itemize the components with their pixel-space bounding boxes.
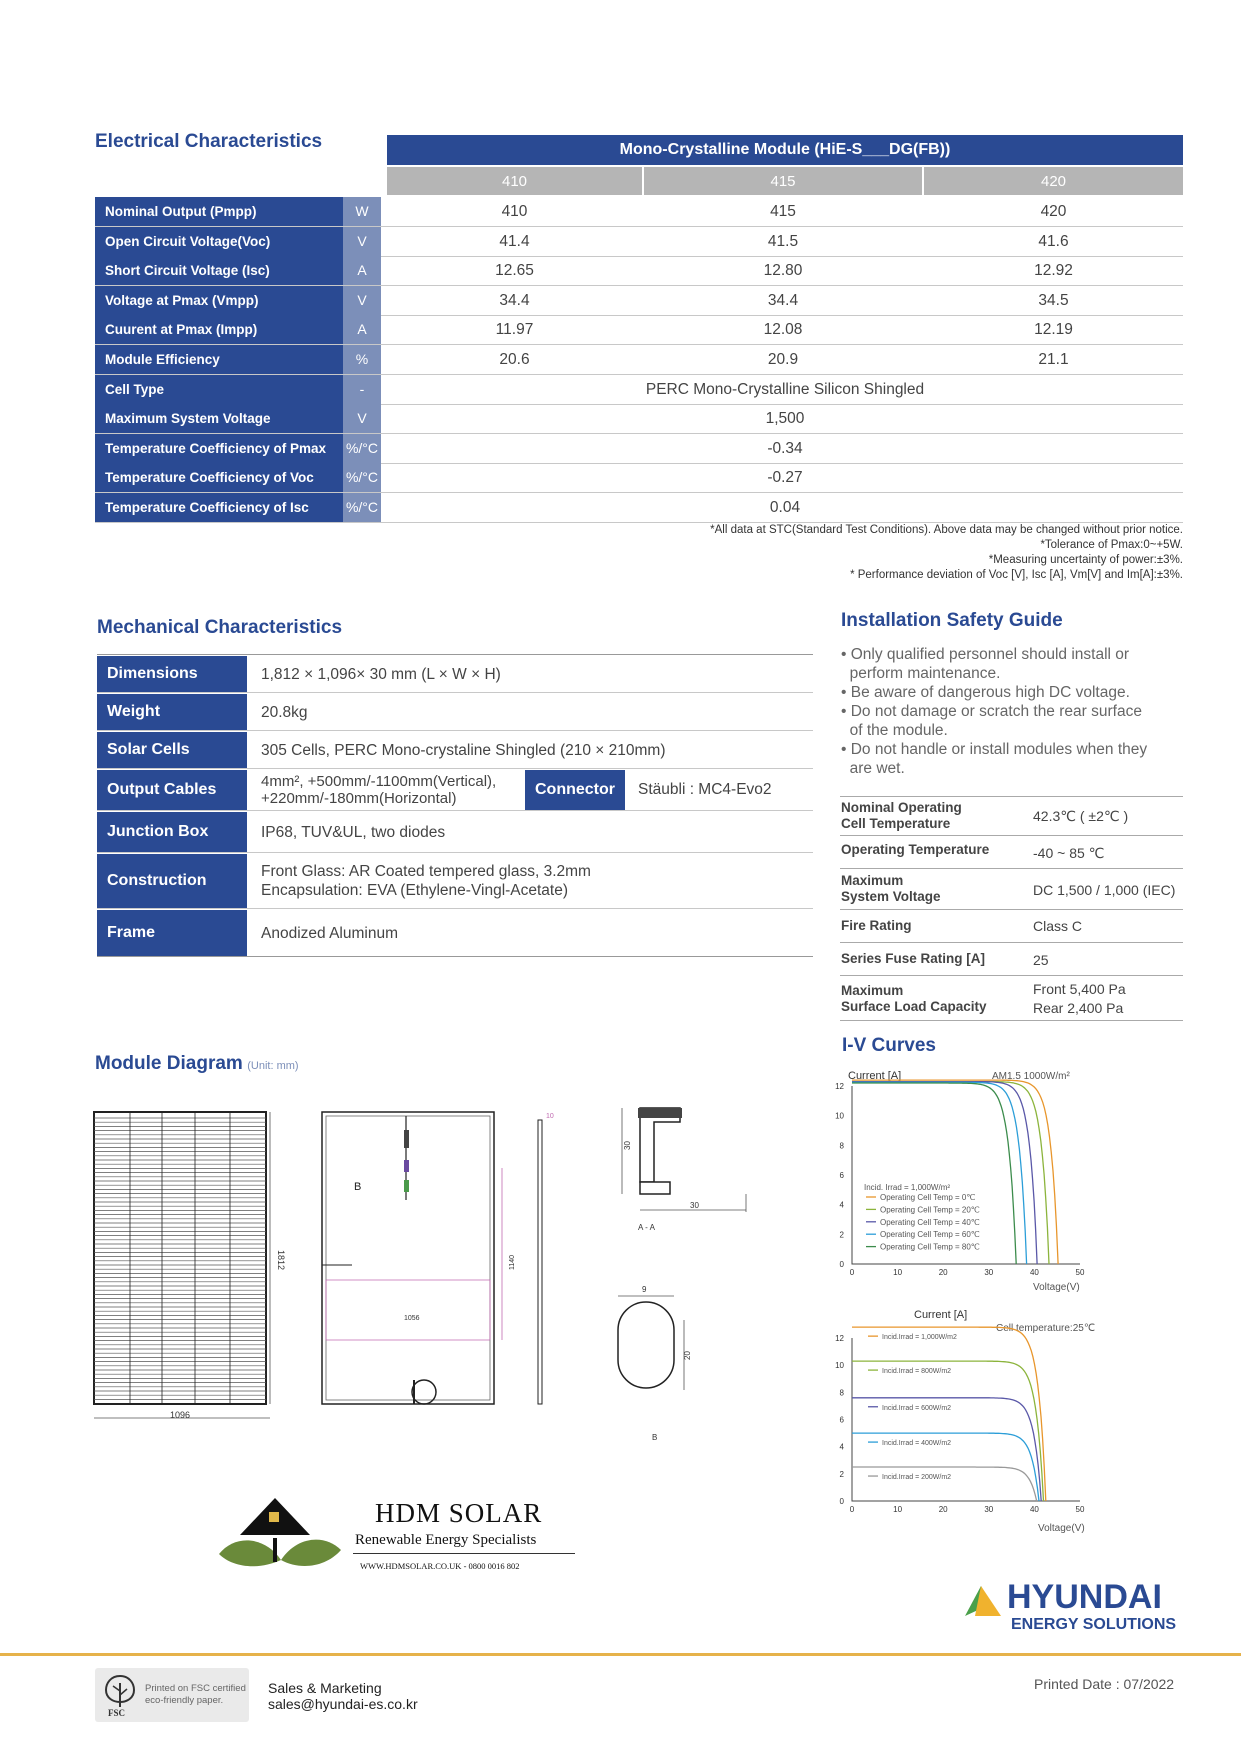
spec-noct <box>840 797 1183 836</box>
dimensions-label: Dimensions <box>97 656 247 692</box>
cables-line-1: 4mm², +500mm/-1100mm(Vertical), <box>261 773 497 790</box>
connector-label: Connector <box>525 770 625 810</box>
hdm-rule <box>353 1553 575 1554</box>
safety-bullet: • Do not handle or install modules when they are wet. <box>841 741 1148 777</box>
row-value-410: 11.97 <box>495 321 534 339</box>
y-tick-label: 6 <box>839 1171 844 1180</box>
hyundai-logo <box>965 1578 1185 1642</box>
construction-label: Construction <box>97 854 247 908</box>
row-value-415: 12.08 <box>763 321 803 339</box>
row-merged-value: 0.04 <box>769 499 801 516</box>
sales-contact <box>268 1680 418 1712</box>
row-unit: %/°C <box>343 434 381 463</box>
row-unit: V <box>343 227 381 256</box>
y-tick-label: 8 <box>839 1388 844 1398</box>
x-tick-label: 10 <box>893 1505 903 1514</box>
iv-temp-chart <box>830 1066 1100 1296</box>
row-construction <box>97 854 813 909</box>
junction-label: Junction Box <box>97 812 247 852</box>
x-tick-label: 30 <box>984 1268 994 1277</box>
row-label: Voltage at Pmax (Vmpp) <box>95 286 343 315</box>
row-merged-value: -0.27 <box>767 469 803 487</box>
cells-label: Solar Cells <box>97 732 247 768</box>
dim-20: 20 <box>683 1351 692 1360</box>
cables-value <box>261 770 496 810</box>
legend-label: Incid.Irrad = 400W/m2 <box>882 1440 952 1448</box>
row-value-420: 41.6 <box>1038 232 1069 250</box>
row-value-410: 41.4 <box>499 232 530 250</box>
dim-9: 9 <box>642 1285 647 1294</box>
row-weight <box>97 694 813 731</box>
printed-date: Printed Date : 07/2022 <box>1034 1676 1175 1692</box>
load-label: Maximum Surface Load Capacity <box>841 983 987 1014</box>
fire-value: Class C <box>1033 918 1083 934</box>
row-value-415: 34.4 <box>767 291 799 309</box>
electrical-row <box>95 434 1183 464</box>
module-header: Mono-Crystalline Module (HiE-S___DG(FB)) <box>387 135 1183 165</box>
dim-30a: 30 <box>623 1141 632 1150</box>
construction-value <box>261 854 591 908</box>
frame-label: Frame <box>97 910 247 956</box>
row-unit: - <box>343 375 381 404</box>
row-unit: V <box>343 404 381 433</box>
row-junction-box <box>97 812 813 853</box>
hyundai-sub: ENERGY SOLUTIONS <box>1011 1616 1177 1633</box>
legend-label: Operating Cell Temp = 40℃ <box>880 1217 980 1227</box>
optemp-value: -40 ~ 85 ℃ <box>1033 845 1105 861</box>
temp-condition: AM1.5 1000W/m² <box>992 1071 1070 1082</box>
electrical-row <box>95 315 1183 345</box>
row-unit: W <box>343 197 381 226</box>
model-415-header: 415 <box>644 167 922 195</box>
legend-label: Operating Cell Temp = 60℃ <box>880 1230 980 1240</box>
legend-label: Incid.Irrad = 200W/m2 <box>882 1474 952 1482</box>
electrical-row <box>95 227 1183 257</box>
legend-label: Incid.Irrad = 1,000W/m2 <box>882 1334 957 1342</box>
hdm-web: WWW.HDMSOLAR.CO.UK - 0800 0016 802 <box>360 1561 520 1571</box>
weight-value: 20.8kg <box>261 703 308 721</box>
y-tick-label: 12 <box>835 1334 844 1343</box>
hdm-name: HDM SOLAR <box>375 1498 543 1528</box>
maxv-value: DC 1,500 / 1,000 (IEC) <box>1033 882 1176 898</box>
dim-1056: 1056 <box>404 1315 420 1322</box>
row-unit: A <box>343 315 381 344</box>
fsc-badge <box>95 1668 249 1722</box>
dimensions-value: 1,812 × 1,096× 30 mm (L × W × H) <box>261 665 501 683</box>
x-tick-label: 30 <box>984 1505 994 1514</box>
note-line: * Performance deviation of Voc [V], Isc [A], Vm[V] and Im[A]:±3%. <box>850 569 1183 581</box>
x-tick-label: 0 <box>849 1268 855 1277</box>
model-420-header: 420 <box>924 167 1183 195</box>
x-tick-label: 20 <box>938 1268 948 1277</box>
row-value-420: 12.92 <box>1034 262 1073 280</box>
row-value-420: 34.5 <box>1038 291 1069 309</box>
legend-label: Operating Cell Temp = 80℃ <box>880 1242 980 1252</box>
fsc-text: Printed on FSC certified eco-friendly paper. <box>145 1683 246 1706</box>
fuse-label: Series Fuse Rating [A] <box>841 951 986 966</box>
junction-value: IP68, TUV&UL, two diodes <box>261 823 446 841</box>
row-output-cables <box>97 770 813 811</box>
note-line: *Tolerance of Pmax:0~+5W. <box>1040 539 1183 551</box>
row-unit: V <box>343 286 381 315</box>
y-tick-label: 12 <box>835 1082 844 1091</box>
cells-value: 305 Cells, PERC Mono-crystaline Shingled (210 × 210mm) <box>261 741 666 759</box>
row-value-410: 34.4 <box>499 291 530 309</box>
temp-legend-title: Incid. Irrad = 1,000W/m² <box>864 1183 951 1192</box>
series-curve <box>852 1398 1041 1501</box>
y-tick-label: 0 <box>839 1260 844 1269</box>
weight-label: Weight <box>97 694 247 730</box>
module-diagram <box>90 1100 790 1460</box>
series-curve <box>852 1467 1037 1501</box>
maxv-label: Maximum System Voltage <box>841 873 941 904</box>
iv-irradiance-chart <box>830 1305 1100 1535</box>
y-tick-label: 10 <box>835 1111 844 1121</box>
irr-condition: Cell temperature:25℃ <box>996 1323 1096 1334</box>
legend-label: Incid.Irrad = 800W/m2 <box>882 1368 952 1376</box>
row-unit: % <box>343 345 381 374</box>
hdm-logo <box>215 1490 575 1580</box>
load-value: Front 5,400 Pa Rear 2,400 Pa <box>1033 981 1126 1016</box>
row-unit: %/°C <box>343 493 381 522</box>
label-b2: B <box>652 1433 658 1442</box>
x-tick-label: 10 <box>893 1268 903 1277</box>
y-tick-label: 8 <box>839 1141 844 1151</box>
safety-bullet: • Only qualified personnel should install or perform maintenance. <box>841 646 1130 682</box>
sales-title: Sales & Marketing <box>268 1680 382 1696</box>
front-view <box>94 1112 286 1420</box>
irr-xlabel: Voltage(V) <box>1038 1523 1085 1534</box>
y-tick-label: 4 <box>839 1200 844 1210</box>
row-value-415: 415 <box>770 203 796 220</box>
row-value-410: 12.65 <box>495 262 534 280</box>
row-merged-value: -0.34 <box>767 439 803 457</box>
y-tick-label: 4 <box>839 1442 844 1452</box>
row-frame <box>97 910 813 957</box>
row-unit: %/°C <box>343 463 381 492</box>
hdm-tagline: Renewable Energy Specialists <box>355 1532 537 1548</box>
legend-label: Incid.Irrad = 600W/m2 <box>882 1404 952 1412</box>
electrical-notes <box>710 523 1183 583</box>
sales-email[interactable]: sales@hyundai-es.co.kr <box>268 1696 418 1712</box>
x-tick-label: 20 <box>938 1505 948 1514</box>
fsc-mark: FSC <box>108 1708 126 1718</box>
noct-value: 42.3℃ ( ±2℃ ) <box>1033 808 1129 824</box>
x-tick-label: 40 <box>1029 1268 1039 1277</box>
row-label: Short Circuit Voltage (Isc) <box>95 256 343 285</box>
electrical-row <box>95 345 1183 375</box>
mechanical-title: Mechanical Characteristics <box>97 617 343 638</box>
row-label: Cuurent at Pmax (Impp) <box>95 315 343 344</box>
diagram-unit: (Unit: mm) <box>247 1060 299 1072</box>
label-b: B <box>354 1181 362 1193</box>
hyundai-triangle-icon <box>965 1584 1005 1618</box>
row-label: Cell Type <box>95 375 343 404</box>
diagram-title-wrap <box>95 1053 299 1075</box>
electrical-row <box>95 404 1183 434</box>
row-merged-value: PERC Mono-Crystalline Silicon Shingled <box>645 380 925 398</box>
hyundai-name: HYUNDAI <box>1007 1578 1162 1616</box>
row-label: Maximum System Voltage <box>95 404 343 433</box>
row-label: Temperature Coefficiency of Isc <box>95 493 343 522</box>
electrical-row <box>95 256 1183 286</box>
row-solar-cells <box>97 732 813 769</box>
hdm-house-leaf-icon <box>215 1490 345 1580</box>
temp-xlabel: Voltage(V) <box>1033 1282 1080 1293</box>
x-tick-label: 0 <box>849 1505 855 1514</box>
row-value-415: 41.5 <box>767 232 799 250</box>
y-tick-label: 6 <box>839 1415 844 1425</box>
y-tick-label: 2 <box>839 1230 844 1240</box>
dim-1140: 1140 <box>509 1254 516 1270</box>
electrical-row <box>95 463 1183 493</box>
connector-value: Stäubli : MC4-Evo2 <box>638 781 772 798</box>
safety-list <box>841 645 1181 778</box>
row-dimensions <box>97 656 813 693</box>
spec-fire-rating <box>840 910 1183 943</box>
iv-title: I-V Curves <box>842 1035 936 1056</box>
legend-label: Operating Cell Temp = 20℃ <box>880 1205 980 1215</box>
irr-ylabel: Current [A] <box>914 1309 968 1321</box>
dim-1096: 1096 <box>170 1410 191 1420</box>
row-value-415: 12.80 <box>763 262 803 280</box>
x-tick-label: 40 <box>1029 1505 1039 1514</box>
dim-1812: 1812 <box>276 1250 286 1271</box>
safety-title: Installation Safety Guide <box>841 610 1063 631</box>
x-tick-label: 50 <box>1075 1505 1085 1514</box>
note-line: *All data at STC(Standard Test Conditions). Above data may be changed without prior notice. <box>710 524 1183 536</box>
safety-bullet: • Be aware of dangerous high DC voltage. <box>841 684 1130 701</box>
noct-label: Nominal Operating Cell Temperature <box>841 800 962 831</box>
fuse-value: 25 <box>1033 952 1049 968</box>
row-value-415: 20.9 <box>767 351 799 368</box>
row-label: Temperature Coefficiency of Voc <box>95 463 343 492</box>
spec-max-voltage <box>840 869 1183 910</box>
spec-load <box>840 976 1183 1021</box>
legend-label: Operating Cell Temp = 0℃ <box>880 1193 976 1202</box>
construction-line-1: Front Glass: AR Coated tempered glass, 3.2mm <box>261 863 591 880</box>
electrical-row <box>95 375 1183 405</box>
x-tick-label: 50 <box>1075 1268 1085 1277</box>
row-value-410: 20.6 <box>499 351 530 368</box>
y-tick-label: 2 <box>839 1469 844 1479</box>
row-value-420: 420 <box>1040 203 1067 220</box>
row-label: Open Circuit Voltage(Voc) <box>95 227 343 256</box>
spec-fuse <box>840 943 1183 976</box>
cables-label: Output Cables <box>97 770 247 810</box>
row-merged-value: 1,500 <box>765 410 805 428</box>
electrical-row <box>95 197 1183 227</box>
row-label: Temperature Coefficiency of Pmax <box>95 434 343 463</box>
row-value-420: 21.1 <box>1038 351 1069 368</box>
electrical-row <box>95 286 1183 316</box>
dim-10: 10 <box>546 1113 554 1120</box>
mechanical-top-rule <box>97 654 813 655</box>
note-line: *Measuring uncertainty of power:±3%. <box>988 554 1183 566</box>
row-unit: A <box>343 256 381 285</box>
row-label: Nominal Output (Pmpp) <box>95 197 343 226</box>
diagram-title: Module Diagram <box>95 1053 243 1074</box>
temp-ylabel: Current [A] <box>848 1070 902 1082</box>
spec-operating-temp <box>840 836 1183 869</box>
cables-line-2: +220mm/-180mm(Horizontal) <box>261 790 457 807</box>
y-tick-label: 10 <box>835 1361 844 1371</box>
row-value-420: 12.19 <box>1034 321 1073 339</box>
fire-label: Fire Rating <box>841 918 912 933</box>
frame-value: Anodized Aluminum <box>261 924 398 942</box>
rear-view <box>322 1112 516 1404</box>
optemp-label: Operating Temperature <box>841 842 990 857</box>
construction-line-2: Encapsulation: EVA (Ethylene-Vingl-Acetate) <box>261 882 569 899</box>
section-aa <box>622 1108 746 1232</box>
footer-rule <box>0 1653 1241 1656</box>
label-aa: A - A <box>638 1223 655 1232</box>
y-tick-label: 0 <box>839 1497 844 1506</box>
row-value-410: 410 <box>501 203 528 220</box>
electrical-row <box>95 493 1183 523</box>
safety-bullet: • Do not damage or scratch the rear surface of the module. <box>841 703 1142 739</box>
row-label: Module Efficiency <box>95 345 343 374</box>
dim-30b: 30 <box>690 1201 699 1210</box>
section-b <box>618 1285 692 1442</box>
electrical-title: Electrical Characteristics <box>95 131 323 152</box>
model-410-header: 410 <box>387 167 642 195</box>
